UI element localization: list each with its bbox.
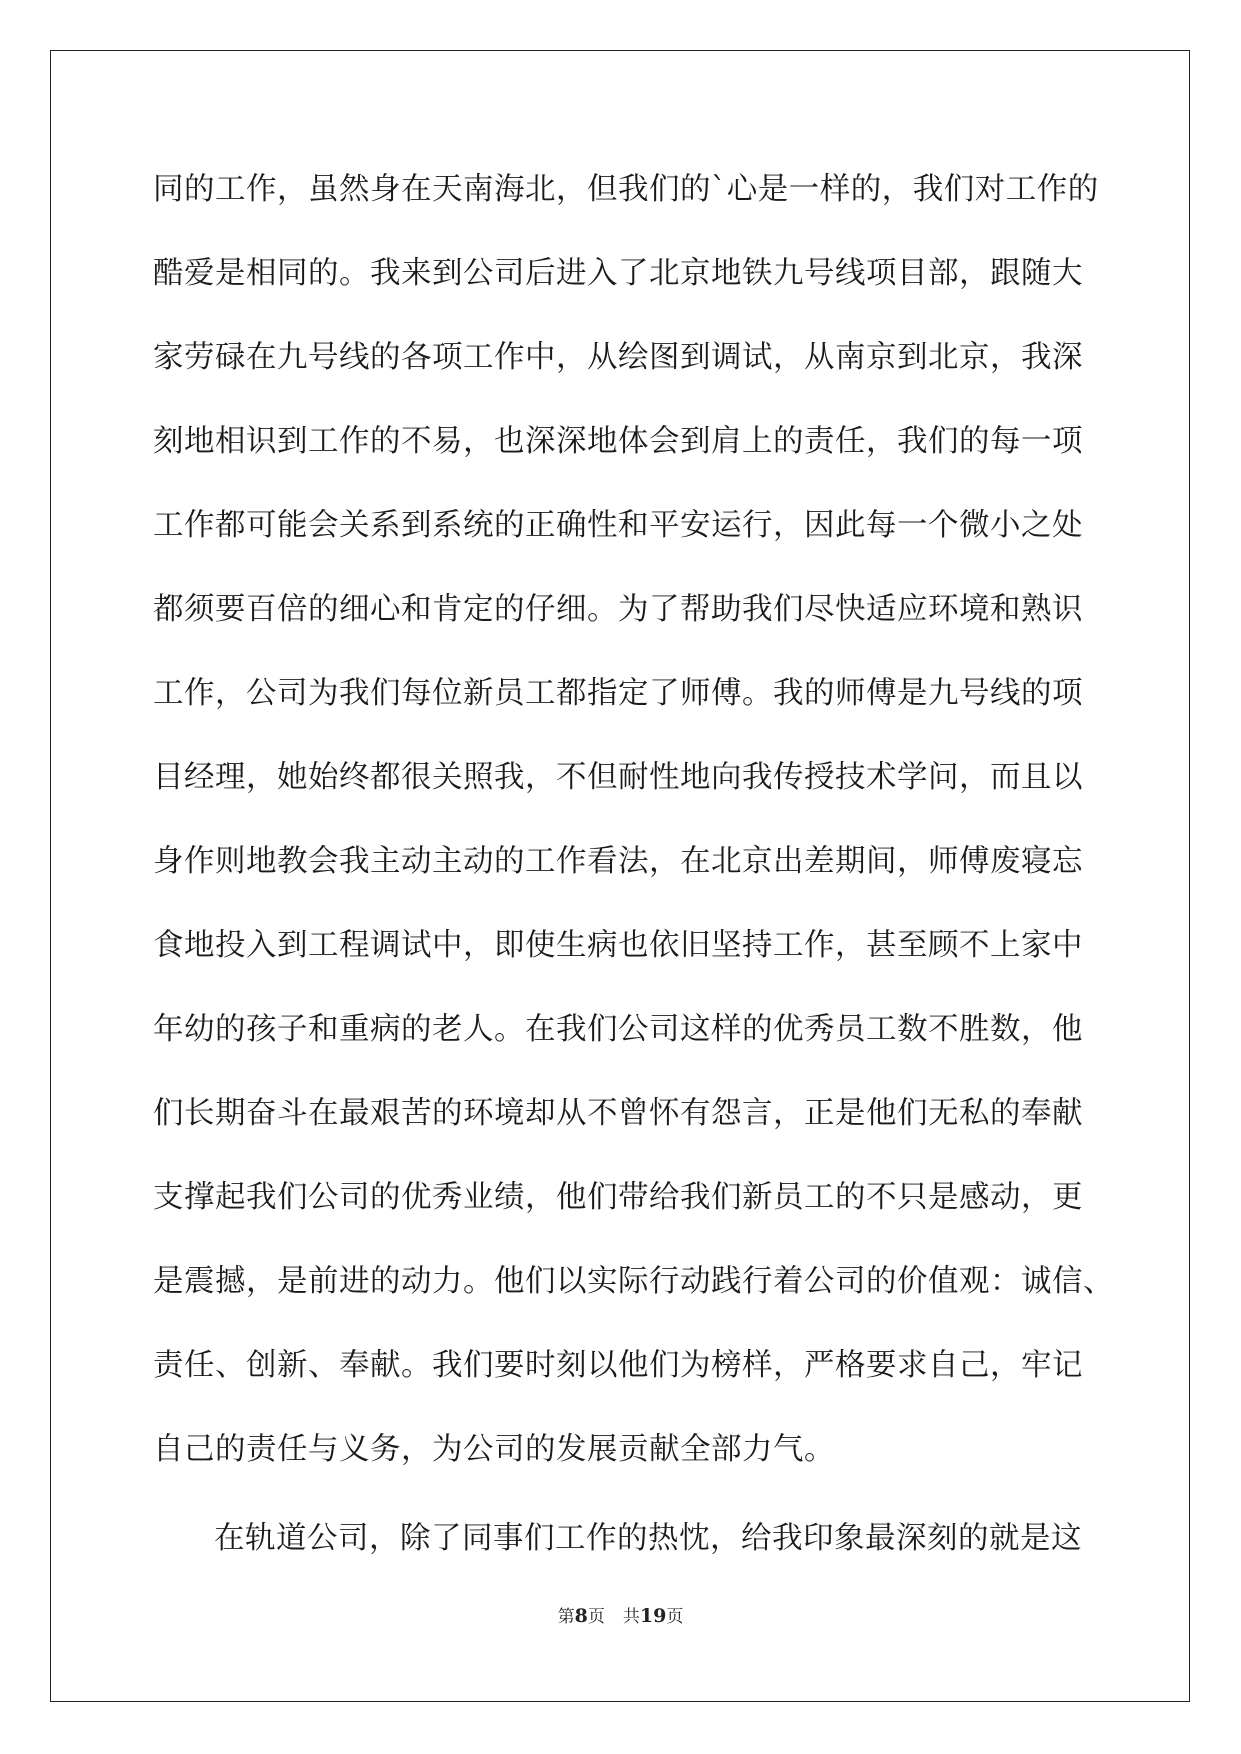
text-line: 自己的责任与义务，为公司的发展贡献全部力气。 — [153, 1432, 835, 1467]
text-line: 家劳碌在九号线的各项工作中，从绘图到调试，从南京到北京，我深 — [153, 340, 1083, 375]
text-line: 支撑起我们公司的优秀业绩，他们带给我们新员工的不只是感动，更 — [153, 1180, 1083, 1215]
text-line: 工作，公司为我们每位新员工都指定了师傅。我的师傅是九号线的项 — [153, 676, 1083, 711]
total-prefix: 共 — [622, 1607, 640, 1627]
total-page-number: 19 — [639, 1605, 667, 1627]
page-suffix: 页 — [587, 1607, 605, 1627]
text-line: 食地投入到工程调试中，即使生病也依旧坚持工作，甚至顾不上家中 — [153, 928, 1083, 963]
text-line: 是震撼，是前进的动力。他们以实际行动践行着公司的价值观：诚信、 — [153, 1264, 1114, 1299]
paragraph-first-line: 在轨道公司，除了同事们工作的热忱，给我印象最深刻的就是这 — [214, 1521, 1082, 1556]
current-page-number: 8 — [574, 1605, 588, 1627]
text-line: 身作则地教会我主动主动的工作看法，在北京出差期间，师傅废寝忘 — [153, 844, 1083, 879]
text-line: 责任、创新、奉献。我们要时刻以他们为榜样，严格要求自己，牢记 — [153, 1348, 1083, 1383]
text-line: 都须要百倍的细心和肯定的仔细。为了帮助我们尽快适应环境和熟识 — [153, 592, 1083, 627]
text-line: 目经理，她始终都很关照我，不但耐性地向我传授技术学问，而且以 — [153, 760, 1083, 795]
text-line: 年幼的孩子和重病的老人。在我们公司这样的优秀员工数不胜数，他 — [153, 1012, 1083, 1047]
total-suffix: 页 — [666, 1607, 684, 1627]
text-line: 同的工作，虽然身在天南海北，但我们的`心是一样的，我们对工作的 — [153, 172, 1099, 207]
text-line: 酷爱是相同的。我来到公司后进入了北京地铁九号线项目部，跟随大 — [153, 256, 1083, 291]
page-footer — [0, 1602, 1241, 1627]
text-line: 刻地相识到工作的不易，也深深地体会到肩上的责任，我们的每一项 — [153, 424, 1083, 459]
text-line: 工作都可能会关系到系统的正确性和平安运行，因此每一个微小之处 — [153, 508, 1083, 543]
page-prefix: 第 — [557, 1607, 575, 1627]
text-line: 们长期奋斗在最艰苦的环境却从不曾怀有怨言，正是他们无私的奉献 — [153, 1096, 1083, 1131]
body-text — [153, 162, 1114, 1595]
